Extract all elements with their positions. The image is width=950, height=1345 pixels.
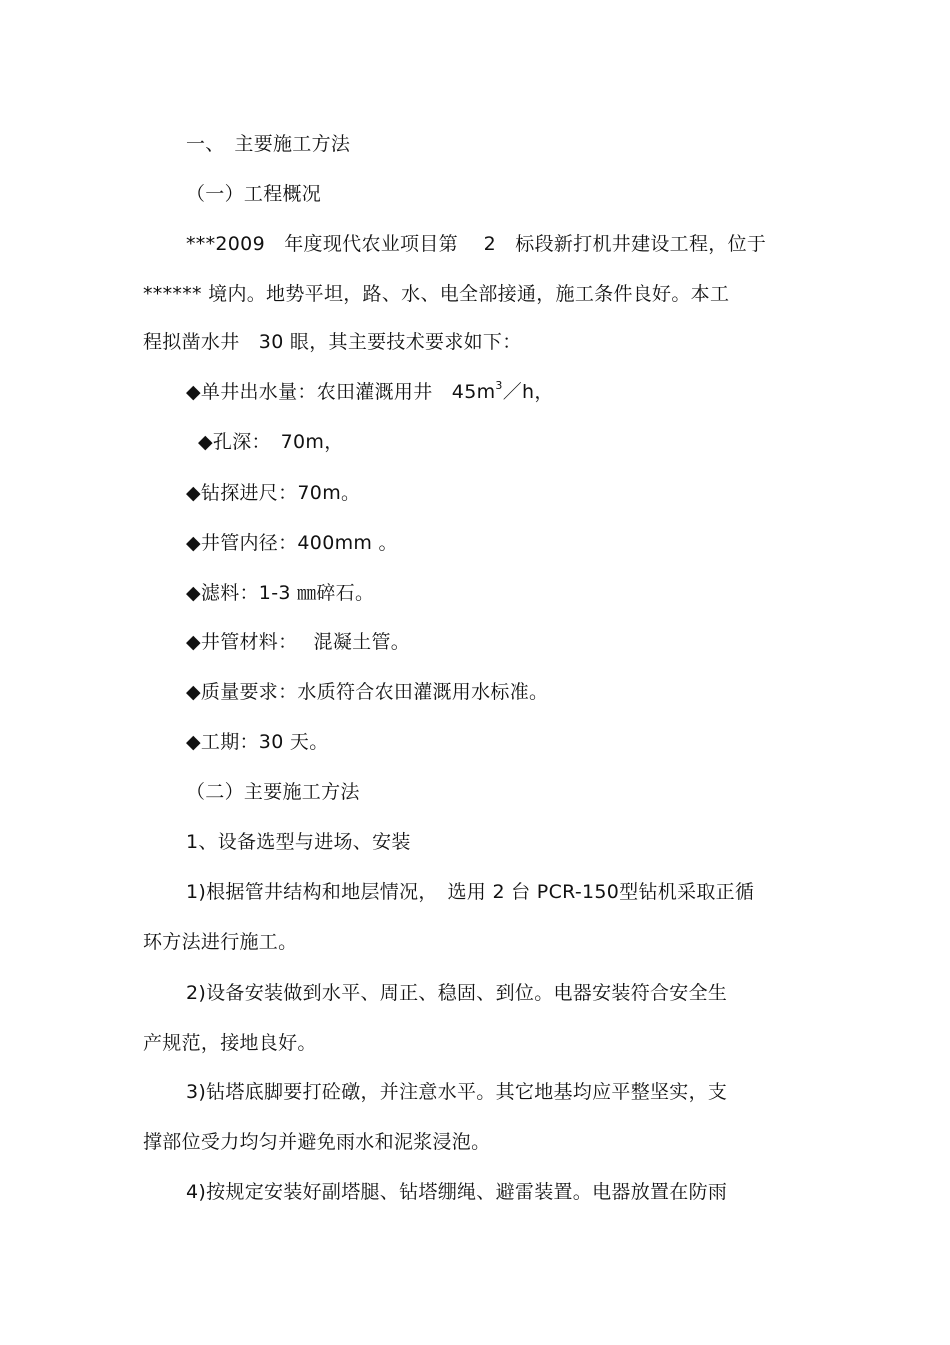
section-title-overview: （一）工程概况 <box>186 183 322 205</box>
list-item-line: 环方法进行施工。 <box>143 931 298 953</box>
list-item-line: 2)设备安装做到水平、周正、稳固、到位。电器安装符合安全生 <box>186 982 728 1004</box>
overview-paragraph-line: 程拟凿水井 30 眼，其主要技术要求如下： <box>143 331 522 353</box>
requirement-duration: ◆工期：30 天。 <box>186 731 329 753</box>
list-item-line: 3)钻塔底脚要打砼礅，并注意水平。其它地基均应平整坚实，支 <box>186 1081 728 1103</box>
requirement-hole-depth: ◆孔深： 70m， <box>198 431 344 453</box>
section-title-methods: （二）主要施工方法 <box>186 781 360 803</box>
list-item-line: 4)按规定安装好副塔腿、钻塔绷绳、避雷装置。电器放置在防雨 <box>186 1181 728 1203</box>
list-item-line: 撑部位受力均匀并避免雨水和泥浆浸泡。 <box>143 1131 491 1153</box>
requirement-quality: ◆质量要求：水质符合农田灌溉用水标准。 <box>186 681 549 703</box>
requirement-drilling-footage: ◆钻探进尺：70m。 <box>186 482 361 504</box>
requirement-water-output-text: ◆单井出水量：农田灌溉用井 45m <box>186 381 496 403</box>
overview-paragraph-line: ***2009 年度现代农业项目第 2 标段新打机井建设工程，位于 <box>186 233 767 255</box>
subsection-title-equipment: 1、设备选型与进场、安装 <box>186 831 411 853</box>
superscript: 3 <box>495 379 503 392</box>
requirement-pipe-diameter: ◆井管内径：400mm 。 <box>186 532 398 554</box>
overview-paragraph-line: ****** 境内。地势平坦，路、水、电全部接通，施工条件良好。本工 <box>143 283 730 305</box>
requirement-pipe-material: ◆井管材料： 混凝土管。 <box>186 631 411 653</box>
requirement-filter-material: ◆滤料：1-3 ㎜碎石。 <box>186 582 375 604</box>
list-item-line: 1)根据管井结构和地层情况， 选用 2 台 PCR-150型钻机采取正循 <box>186 881 755 903</box>
requirement-water-output <box>186 379 554 405</box>
main-heading: 一、 主要施工方法 <box>186 133 351 155</box>
requirement-water-output-unit: ／h， <box>502 381 554 403</box>
list-item-line: 产规范，接地良好。 <box>143 1032 317 1054</box>
